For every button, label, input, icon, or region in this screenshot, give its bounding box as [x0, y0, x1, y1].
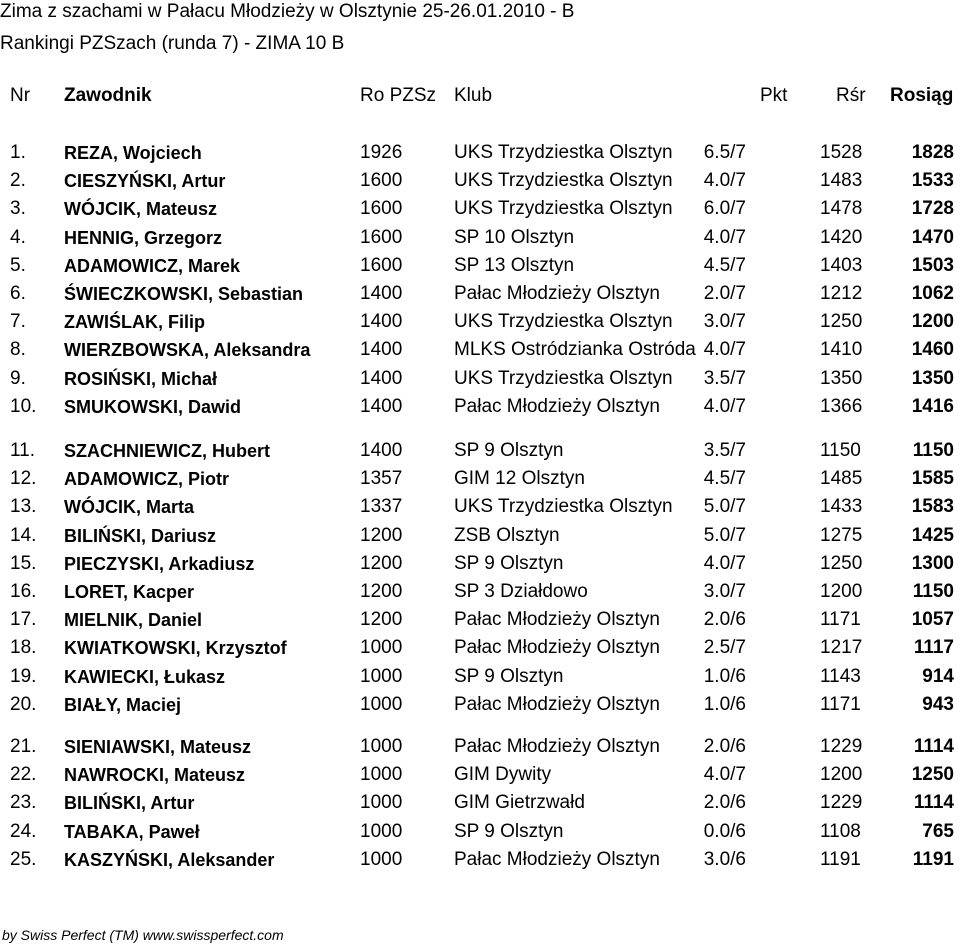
table-row: [0, 790, 960, 816]
row-avg: 1229: [820, 736, 863, 757]
row-nr: 19.: [10, 665, 37, 687]
table-row: [0, 140, 960, 166]
row-avg: 1433: [820, 496, 863, 518]
table-row: [0, 847, 960, 873]
table-row: [0, 607, 960, 633]
row-nr: 8.: [10, 339, 26, 361]
row-avg: 1171: [820, 693, 861, 715]
row-avg: 1485: [820, 468, 863, 490]
row-nr: 11.: [10, 440, 36, 461]
row-rating: 1400: [360, 283, 403, 304]
row-achieved: 1117: [913, 637, 954, 659]
header-achieved: Rosiąg: [890, 85, 954, 106]
row-player: HENNIG, Grzegorz: [64, 227, 223, 248]
row-points: 1.0/6: [703, 665, 746, 687]
table-row: [0, 579, 960, 605]
row-nr: 14.: [10, 524, 37, 546]
row-achieved: 1250: [911, 764, 954, 786]
table-row: [0, 438, 960, 464]
row-avg: 1528: [820, 142, 863, 163]
table-row: [0, 225, 960, 251]
row-player: SMUKOWSKI, Dawid: [64, 396, 242, 417]
row-achieved: 943: [922, 693, 954, 715]
row-nr: 6.: [10, 283, 26, 304]
row-club: UKS Trzydziestka Olsztyn: [454, 198, 673, 220]
row-club: SP 9 Olsztyn: [454, 552, 564, 574]
row-rating: 1400: [360, 339, 403, 361]
row-player: KAWIECKI, Łukasz: [64, 666, 226, 687]
row-rating: 1600: [360, 170, 403, 192]
row-achieved: 1114: [913, 736, 954, 757]
row-points: 2.0/6: [703, 609, 746, 631]
row-avg: 1350: [820, 367, 863, 389]
row-nr: 5.: [10, 254, 26, 276]
row-nr: 12.: [10, 468, 37, 490]
row-achieved: 1503: [911, 254, 954, 276]
row-club: GIM 12 Olsztyn: [454, 468, 585, 490]
row-club: MLKS Ostródzianka Ostróda: [454, 339, 696, 361]
row-club: SP 3 Działdowo: [454, 581, 588, 602]
row-club: UKS Trzydziestka Olsztyn: [454, 142, 673, 163]
row-player: SZACHNIEWICZ, Hubert: [64, 441, 270, 461]
row-points: 3.0/7: [703, 581, 746, 602]
row-points: 6.0/7: [703, 198, 746, 220]
row-nr: 22.: [10, 764, 37, 786]
row-rating: 1000: [360, 764, 403, 786]
row-nr: 9.: [10, 367, 26, 389]
row-rating: 1000: [360, 693, 403, 715]
row-achieved: 1425: [911, 524, 954, 546]
row-avg: 1171: [820, 609, 861, 631]
row-player: LORET, Kacper: [64, 582, 195, 602]
row-rating: 1000: [360, 637, 403, 659]
row-points: 2.0/7: [703, 283, 746, 304]
row-player: MIELNIK, Daniel: [64, 610, 203, 631]
table-row: [0, 664, 960, 690]
table-row: [0, 337, 960, 363]
row-rating: 1600: [360, 198, 403, 220]
row-player: ADAMOWICZ, Marek: [64, 255, 241, 276]
row-club: ZSB Olsztyn: [454, 524, 560, 546]
row-club: SP 13 Olsztyn: [454, 254, 575, 276]
header-avg: Rśr: [836, 85, 866, 106]
row-nr: 1.: [10, 142, 26, 163]
footer-credit: by Swiss Perfect (TM) www.swissperfect.com: [2, 927, 284, 943]
row-points: 1.0/6: [703, 693, 746, 715]
row-avg: 1250: [820, 552, 863, 574]
row-player: ADAMOWICZ, Piotr: [64, 469, 229, 490]
header-points: Pkt: [760, 85, 788, 106]
row-achieved: 1583: [911, 496, 954, 518]
row-points: 4.0/7: [703, 339, 746, 361]
row-points: 3.5/7: [703, 440, 746, 461]
row-rating: 1200: [360, 552, 403, 574]
row-avg: 1108: [820, 820, 861, 842]
row-points: 4.5/7: [703, 468, 746, 490]
row-club: UKS Trzydziestka Olsztyn: [454, 367, 673, 389]
row-player: ŚWIECZKOWSKI, Sebastian: [64, 284, 304, 304]
row-nr: 21.: [10, 736, 37, 757]
row-rating: 1400: [360, 311, 403, 333]
row-player: PIECZYSKI, Arkadiusz: [64, 553, 255, 574]
row-points: 5.0/7: [703, 496, 746, 518]
row-achieved: 1470: [911, 226, 954, 248]
row-club: Pałac Młodzieży Olsztyn: [454, 395, 660, 417]
header-club: Klub: [454, 85, 493, 106]
row-achieved: 1416: [911, 395, 954, 417]
table-row: [0, 366, 960, 392]
row-nr: 4.: [10, 226, 26, 248]
table-row: [0, 635, 960, 661]
row-avg: 1250: [820, 311, 863, 333]
table-row: [0, 551, 960, 577]
row-rating: 1400: [360, 367, 403, 389]
row-rating: 1000: [360, 820, 403, 842]
row-rating: 1400: [360, 395, 403, 417]
row-rating: 1357: [360, 468, 403, 490]
row-nr: 13.: [10, 496, 37, 518]
row-rating: 1000: [360, 792, 403, 814]
header-player: Zawodnik: [64, 85, 152, 106]
row-avg: 1403: [820, 254, 863, 276]
row-achieved: 1728: [911, 198, 954, 220]
row-rating: 1000: [360, 665, 403, 687]
row-achieved: 765: [922, 820, 954, 842]
row-achieved: 1062: [911, 283, 954, 304]
row-points: 4.0/7: [703, 764, 746, 786]
row-rating: 1926: [360, 142, 403, 163]
table-row: [0, 281, 960, 307]
row-player: WÓJCIK, Marta: [64, 497, 195, 518]
row-player: CIESZYŃSKI, Artur: [64, 171, 226, 192]
table-row: [0, 762, 960, 788]
row-club: Pałac Młodzieży Olsztyn: [454, 736, 660, 757]
row-club: UKS Trzydziestka Olsztyn: [454, 496, 673, 518]
row-nr: 15.: [10, 552, 37, 574]
row-avg: 1150: [820, 440, 861, 461]
row-player: BIAŁY, Maciej: [64, 694, 182, 715]
row-rating: 1600: [360, 226, 403, 248]
row-achieved: 1300: [911, 552, 954, 574]
row-club: SP 9 Olsztyn: [454, 820, 564, 842]
row-club: Pałac Młodzieży Olsztyn: [454, 637, 660, 659]
row-avg: 1191: [820, 848, 861, 870]
table-row: [0, 734, 960, 760]
row-nr: 17.: [10, 609, 37, 631]
row-points: 2.5/7: [703, 637, 746, 659]
row-player: NAWROCKI, Mateusz: [64, 765, 246, 786]
row-achieved: 1191: [912, 848, 954, 870]
row-nr: 2.: [10, 170, 26, 192]
row-avg: 1478: [820, 198, 863, 220]
row-achieved: 1200: [911, 311, 954, 333]
row-player: SIENIAWSKI, Mateusz: [64, 737, 252, 757]
row-points: 4.0/7: [703, 395, 746, 417]
row-points: 4.0/7: [703, 552, 746, 574]
row-points: 3.0/6: [703, 848, 746, 870]
row-points: 3.0/7: [703, 311, 746, 333]
row-player: WIERZBOWSKA, Aleksandra: [64, 340, 311, 361]
row-rating: 1400: [360, 440, 403, 461]
row-club: GIM Dywity: [454, 764, 552, 786]
row-achieved: 1460: [911, 339, 954, 361]
row-rating: 1000: [360, 848, 403, 870]
row-achieved: 1150: [912, 581, 954, 602]
row-avg: 1200: [820, 581, 863, 602]
row-player: BILIŃSKI, Artur: [64, 793, 195, 814]
row-rating: 1600: [360, 254, 403, 276]
table-row: [0, 466, 960, 492]
row-avg: 1212: [820, 283, 863, 304]
row-achieved: 1057: [911, 609, 954, 631]
row-avg: 1483: [820, 170, 863, 192]
row-player: BILIŃSKI, Dariusz: [64, 525, 217, 546]
row-avg: 1229: [820, 792, 863, 814]
row-club: SP 9 Olsztyn: [454, 440, 564, 461]
row-nr: 20.: [10, 693, 37, 715]
row-club: SP 9 Olsztyn: [454, 665, 564, 687]
row-club: UKS Trzydziestka Olsztyn: [454, 311, 673, 333]
row-club: Pałac Młodzieży Olsztyn: [454, 848, 660, 870]
row-achieved: 1350: [911, 367, 954, 389]
row-rating: 1337: [360, 496, 403, 518]
row-club: UKS Trzydziestka Olsztyn: [454, 170, 673, 192]
row-club: GIM Gietrzwałd: [454, 792, 585, 814]
table-row: [0, 394, 960, 420]
page-title: Zima z szachami w Pałacu Młodzieży w Olsztynie 25-26.01.2010 - B: [0, 1, 575, 22]
row-rating: 1200: [360, 609, 403, 631]
row-nr: 24.: [10, 820, 37, 842]
row-player: KWIATKOWSKI, Krzysztof: [64, 638, 287, 659]
table-row: [0, 692, 960, 718]
row-points: 2.0/6: [703, 736, 746, 757]
row-nr: 16.: [10, 581, 37, 602]
row-achieved: 1150: [912, 440, 954, 461]
row-points: 5.0/7: [703, 524, 746, 546]
row-club: Pałac Młodzieży Olsztyn: [454, 609, 660, 631]
table-row: [0, 253, 960, 279]
row-player: ROSIŃSKI, Michał: [64, 368, 218, 389]
row-nr: 10.: [10, 395, 37, 417]
row-avg: 1275: [820, 524, 863, 546]
row-points: 0.0/6: [703, 820, 746, 842]
row-nr: 3.: [10, 198, 26, 220]
row-player: WÓJCIK, Mateusz: [64, 199, 218, 220]
table-row: [0, 819, 960, 845]
row-achieved: 1533: [911, 170, 954, 192]
table-row: [0, 196, 960, 222]
table-row: [0, 494, 960, 520]
row-nr: 18.: [10, 637, 37, 659]
row-player: TABAKA, Paweł: [64, 821, 200, 842]
row-club: Pałac Młodzieży Olsztyn: [454, 283, 660, 304]
header-rating: Ro PZSz: [360, 85, 437, 106]
table-row: [0, 309, 960, 335]
row-achieved: 914: [922, 665, 954, 687]
row-rating: 1000: [360, 736, 403, 757]
table-row: [0, 523, 960, 549]
row-player: ZAWIŚLAK, Filip: [64, 312, 205, 333]
row-player: KASZYŃSKI, Aleksander: [64, 849, 275, 870]
header-nr: Nr: [10, 85, 31, 106]
row-rating: 1200: [360, 581, 403, 602]
row-club: SP 10 Olsztyn: [454, 226, 575, 248]
page-subtitle: Rankingi PZSzach (runda 7) - ZIMA 10 B: [0, 33, 345, 54]
row-nr: 7.: [10, 311, 26, 333]
row-points: 4.5/7: [703, 254, 746, 276]
row-points: 4.0/7: [703, 226, 746, 248]
row-points: 3.5/7: [703, 367, 746, 389]
row-nr: 25.: [10, 848, 37, 870]
row-points: 6.5/7: [703, 142, 746, 163]
row-avg: 1420: [820, 226, 863, 248]
row-rating: 1200: [360, 524, 403, 546]
row-avg: 1366: [820, 395, 863, 417]
row-nr: 23.: [10, 792, 37, 814]
row-avg: 1217: [820, 637, 863, 659]
row-achieved: 1828: [911, 142, 954, 163]
row-avg: 1200: [820, 764, 863, 786]
row-club: Pałac Młodzieży Olsztyn: [454, 693, 660, 715]
row-achieved: 1585: [911, 468, 954, 490]
row-avg: 1410: [820, 339, 863, 361]
row-player: REZA, Wojciech: [64, 143, 202, 163]
row-points: 2.0/6: [703, 792, 746, 814]
row-avg: 1143: [820, 665, 861, 687]
row-points: 4.0/7: [703, 170, 746, 192]
table-row: [0, 168, 960, 194]
row-achieved: 1114: [913, 792, 954, 814]
